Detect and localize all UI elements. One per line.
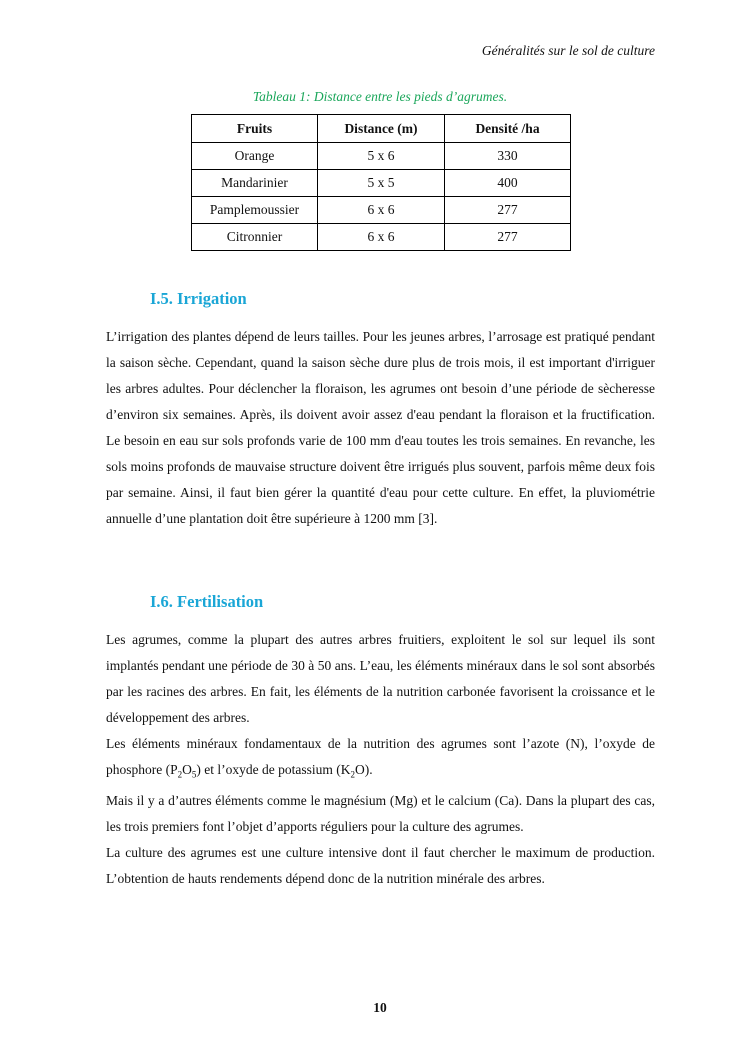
table-cell: Citronnier [192,224,318,251]
paragraph-text: Mais il y a d’autres éléments comme le magnésium (Mg) et le calcium (Ca). Dans la plupart des cas, les trois premiers font l’objet d’apports réguliers pour la culture des agrumes. [106,792,655,834]
subscript: 2 [177,769,183,780]
table-header-row [192,115,571,143]
table-cell: 400 [445,170,571,197]
table-cell: 277 [445,197,571,224]
table-caption: Tableau 1: Distance entre les pieds d’agrumes. [252,89,508,104]
table-row [192,170,571,197]
table-cell: 5 x 6 [318,143,445,170]
paragraph-text: Les agrumes, comme la plupart des autres arbres fruitiers, exploitent le sol sur lequel ils sont implantés pendant une période de 30 à 50 ans. L’eau, les éléments minéraux dans le sol sont absorbés par les racines des arbres. En fait, les éléments de la nutrition carbonée favorisent la croissance et le développement des arbres. [106,632,655,725]
text-run: Les éléments minéraux fondamentaux de la nutrition des agrumes sont l’azote (N), l’oxyde de phosphore (P [106,736,655,777]
fertilisation-body [106,627,655,892]
paragraph-minerals [106,731,655,788]
table-cell: 330 [445,143,571,170]
column-header-fruits: Fruits [192,115,318,143]
table-cell: Orange [192,143,318,170]
subscript: 5 [191,769,197,780]
running-header: Généralités sur le sol de culture [481,43,655,58]
table-row [192,224,571,251]
table-cell: 277 [445,224,571,251]
section-heading-fertilisation: I.6. Fertilisation [150,592,264,611]
table-cell: 5 x 5 [318,170,445,197]
paragraph-text: La culture des agrumes est une culture intensive dont il faut chercher le maximum de production. L’obtention de hauts rendements dépend donc de la nutrition minérale des arbres. [106,844,655,886]
table-cell: 6 x 6 [318,224,445,251]
paragraph-text: L’irrigation des plantes dépend de leurs tailles. Pour les jeunes arbres, l’arrosage est pratiqué pendant la saison sèche. Cependant, quand la saison sèche dure plus de trois mois, il est important d'irriguer les arbres adultes. Pour déclencher la floraison, les agrumes ont besoin d’une période de sècheresse d’environ six semaines. Après, ils doivent avoir assez d'eau pendant la floraison et la fructification. Le besoin en eau sur sols profonds varie de 100 mm d'eau toutes les trois semaines. En revanche, les sols moins profonds de mauvaise structure doivent être irrigués plus souvent, parfois même deux fois par semaine. Ainsi, il faut bien gérer la quantité d'eau pour cette culture. En effet, la pluviométrie annuelle d’une plantation doit être supérieure à 1200 mm [3]. [106,329,655,526]
table-row [192,143,571,170]
table-cell: Mandarinier [192,170,318,197]
section-heading-irrigation: I.5. Irrigation [150,289,247,308]
table-cell: Pamplemoussier [192,197,318,224]
column-header-distance: Distance (m) [318,115,445,143]
column-header-density: Densité /ha [445,115,571,143]
table-row [192,197,571,224]
page-number: 10 [373,1000,387,1015]
text-run: O). [354,762,373,777]
table-cell: 6 x 6 [318,197,445,224]
subscript: 2 [350,769,355,780]
text-run: O [182,762,192,777]
irrigation-paragraph [106,324,655,532]
citrus-spacing-table [191,114,571,251]
text-run: ) et l’oxyde de potassium (K [196,762,351,777]
